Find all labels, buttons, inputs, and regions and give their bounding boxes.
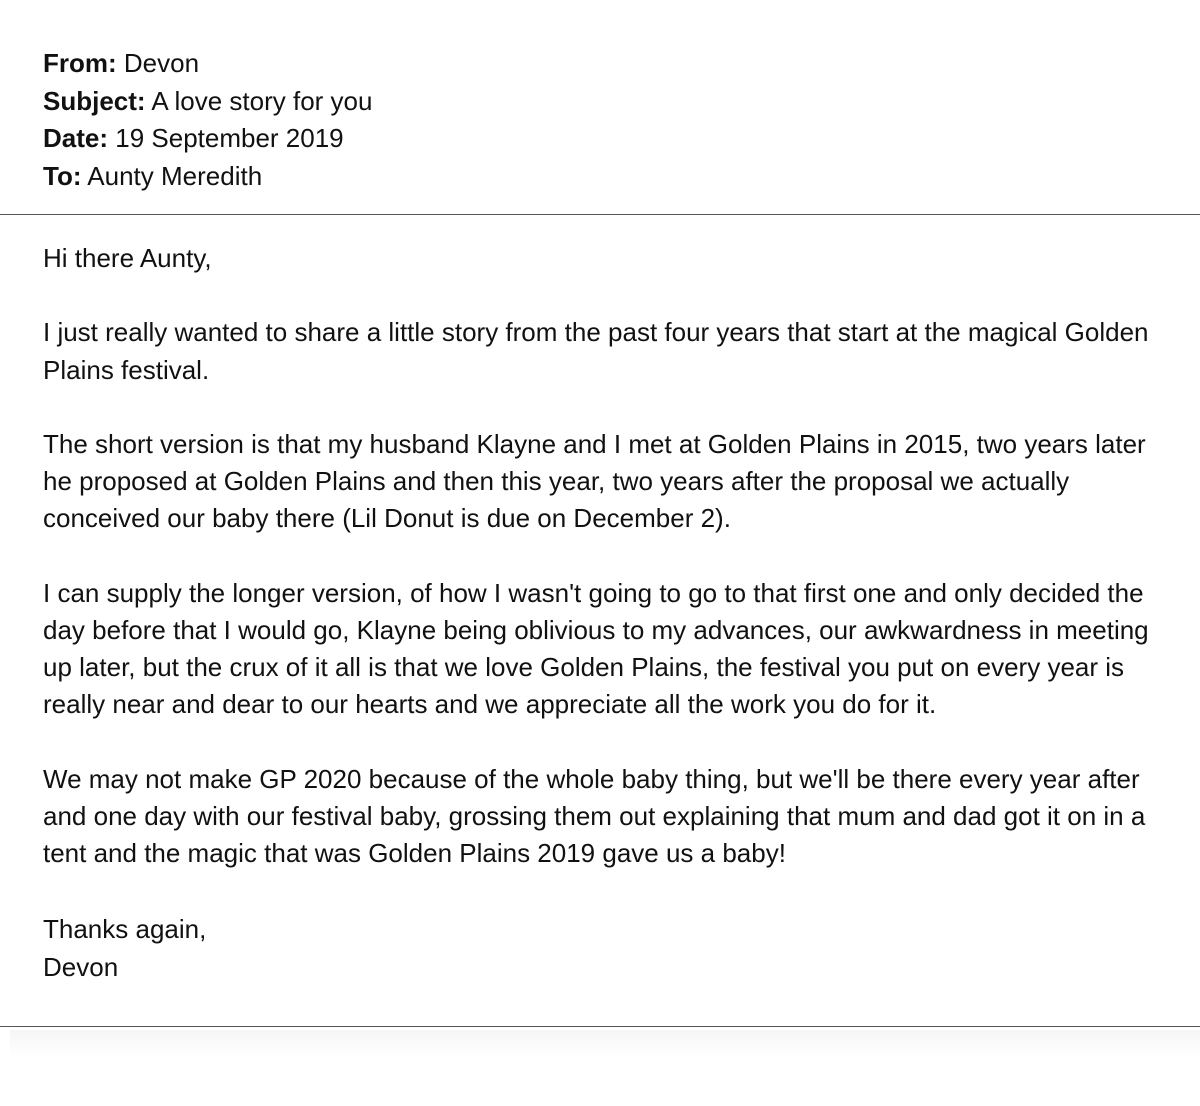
body-paragraph: The short version is that my husband Klayne and I met at Golden Plains in 2015, two years later he proposed at Golden Plains and then this year, two years after the proposal we actually conceived our baby there (Lil Donut is due on December 2). — [43, 428, 1146, 534]
body-paragraph: We may not make GP 2020 because of the whole baby thing, but we'll be there every year after and one day with our festival baby, grossing them out explaining that mum and dad got it on in a tent and the magic that was Golden Plains 2019 gave us a baby! — [43, 763, 1146, 869]
from-value: Devon — [123, 48, 200, 78]
to-value: Aunty Meredith — [87, 160, 263, 191]
subject-value: A love story for you — [151, 85, 373, 116]
from-row — [43, 45, 372, 83]
date-value: 19 September 2019 — [115, 123, 344, 153]
header-divider — [0, 214, 1200, 215]
footer-divider — [0, 1026, 1200, 1027]
signoff — [43, 911, 206, 986]
date-row — [43, 120, 372, 158]
to-label: To: — [43, 160, 82, 191]
footer-shade — [10, 1030, 1200, 1058]
body-paragraph: I can supply the longer version, of how I wasn't going to go to that first one and only decided the day before that I would go, Klayne being oblivious to my advances, our awkwardness in meeting up later, but the crux of it all is that we love Golden Plains, the festival you put on every year is really near and dear to our hearts and we appreciate all the work you do for it. — [43, 577, 1149, 720]
to-row — [43, 158, 372, 196]
body-paragraph: I just really wanted to share a little story from the past four years that start at the magical Golden Plains festival. — [43, 317, 1149, 385]
subject-label: Subject: — [43, 85, 146, 116]
date-label: Date: — [43, 123, 109, 153]
greeting: Hi there Aunty, — [43, 243, 212, 273]
subject-row — [43, 83, 372, 121]
signature: Devon — [43, 951, 119, 982]
email-header — [43, 45, 372, 195]
email-body — [43, 240, 1153, 910]
closing-line: Thanks again, — [43, 914, 207, 944]
from-label: From: — [43, 48, 117, 78]
